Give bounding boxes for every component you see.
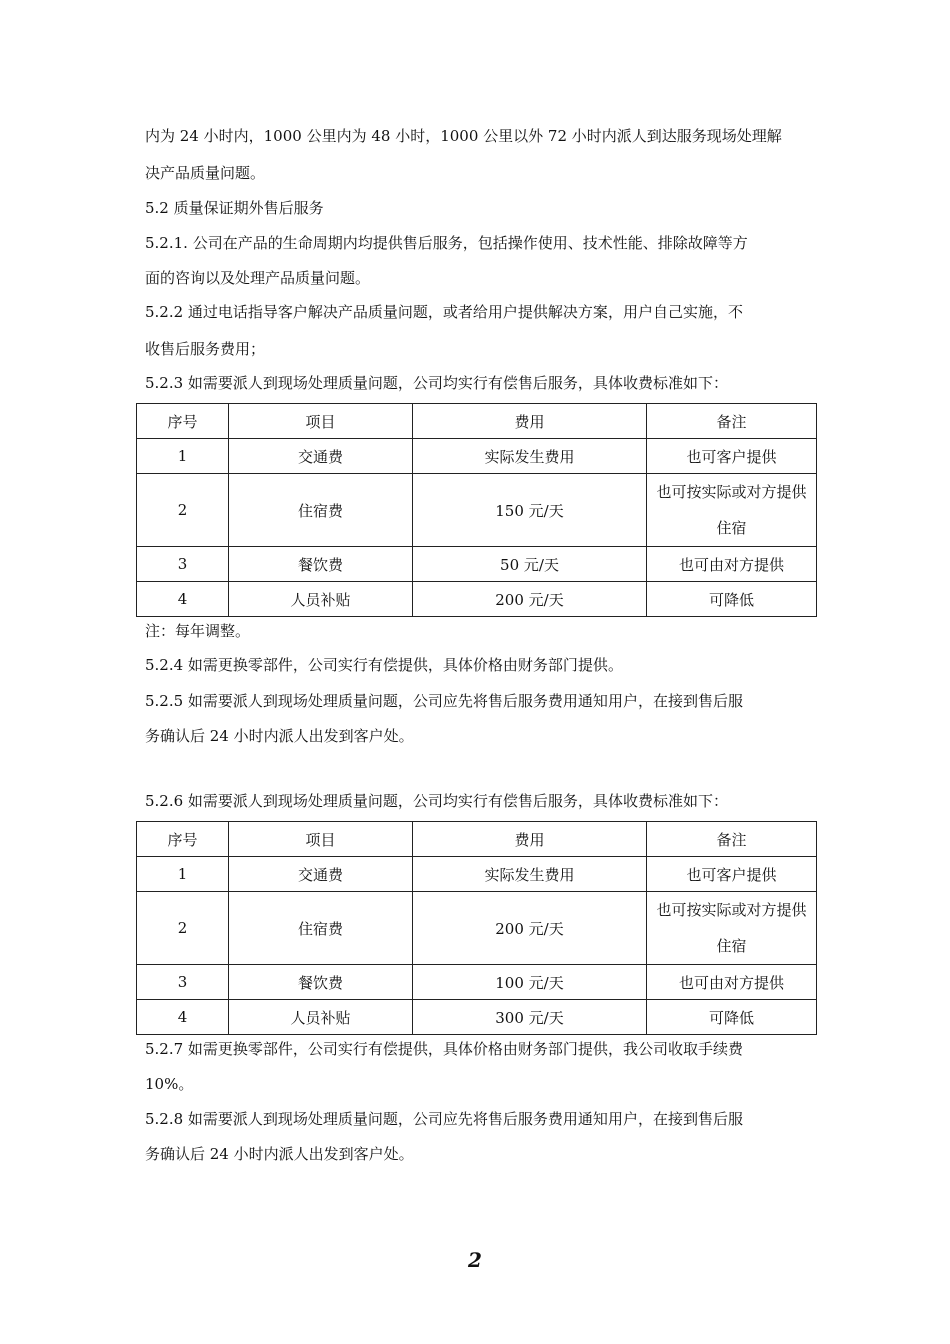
text-line: 务确认后 24 小时内派人出发到客户处。 bbox=[145, 1145, 414, 1163]
table-row bbox=[137, 1000, 817, 1035]
text-line: 5.2.3 如需要派人到现场处理质量问题，公司均实行有偿售后服务，具体收费标准如下： bbox=[145, 374, 728, 392]
table-cell: 100 元/天 bbox=[413, 965, 647, 1000]
table-cell: 4 bbox=[137, 1000, 229, 1035]
text-line: 10%。 bbox=[145, 1075, 194, 1093]
text-line: 5.2.1. 公司在产品的生命周期内均提供售后服务，包括操作使用、技术性能、排除故障等方 bbox=[145, 234, 748, 252]
table-cell: 4 bbox=[137, 582, 229, 617]
table-row bbox=[137, 474, 817, 547]
table-cell: 50 元/天 bbox=[413, 547, 647, 582]
header-cell: 费用 bbox=[413, 404, 647, 439]
text-line: 5.2.7 如需更换零部件，公司实行有偿提供，具体价格由财务部门提供，我公司收取手续费 bbox=[145, 1040, 743, 1058]
table-cell: 1 bbox=[137, 857, 229, 892]
table-cell: 住宿费 bbox=[229, 474, 413, 547]
text-line: 决产品质量问题。 bbox=[145, 164, 266, 182]
table-cell: 人员补贴 bbox=[229, 1000, 413, 1035]
section-heading: 5.2 质量保证期外售后服务 bbox=[145, 199, 324, 217]
table-cell: 2 bbox=[137, 892, 229, 965]
table-cell: 可降低 bbox=[647, 1000, 817, 1035]
page-number: 2 bbox=[468, 1248, 482, 1272]
text-line: 收售后服务费用； bbox=[145, 340, 266, 358]
table-cell: 交通费 bbox=[229, 857, 413, 892]
table-cell: 实际发生费用 bbox=[413, 439, 647, 474]
table-cell: 餐饮费 bbox=[229, 547, 413, 582]
text-line: 5.2.5 如需要派人到现场处理质量问题，公司应先将售后服务费用通知用户，在接到售后服 bbox=[145, 692, 743, 710]
table-cell: 餐饮费 bbox=[229, 965, 413, 1000]
text-line: 5.2.2 通过电话指导客户解决产品质量问题，或者给用户提供解决方案，用户自己实施，不 bbox=[145, 303, 743, 321]
fee-table-1 bbox=[136, 403, 817, 617]
table-cell: 300 元/天 bbox=[413, 1000, 647, 1035]
table-cell: 也可按实际或对方提供住宿 bbox=[647, 892, 817, 965]
table-cell: 3 bbox=[137, 965, 229, 1000]
table-row bbox=[137, 965, 817, 1000]
header-cell: 备注 bbox=[647, 822, 817, 857]
header-cell: 费用 bbox=[413, 822, 647, 857]
header-cell: 备注 bbox=[647, 404, 817, 439]
table-cell: 1 bbox=[137, 439, 229, 474]
table-header-row bbox=[137, 822, 817, 857]
header-cell: 序号 bbox=[137, 822, 229, 857]
table-cell: 也可客户提供 bbox=[647, 857, 817, 892]
table-cell: 可降低 bbox=[647, 582, 817, 617]
fee-table-2 bbox=[136, 821, 817, 1035]
table-header-row bbox=[137, 404, 817, 439]
table-cell: 实际发生费用 bbox=[413, 857, 647, 892]
table-row bbox=[137, 547, 817, 582]
header-cell: 项目 bbox=[229, 822, 413, 857]
text-line: 务确认后 24 小时内派人出发到客户处。 bbox=[145, 727, 414, 745]
table-cell: 3 bbox=[137, 547, 229, 582]
table-cell: 也可按实际或对方提供住宿 bbox=[647, 474, 817, 547]
table-row bbox=[137, 857, 817, 892]
header-cell: 序号 bbox=[137, 404, 229, 439]
table-cell: 200 元/天 bbox=[413, 582, 647, 617]
text-line: 5.2.6 如需要派人到现场处理质量问题，公司均实行有偿售后服务，具体收费标准如下： bbox=[145, 792, 728, 810]
table-cell: 也可由对方提供 bbox=[647, 547, 817, 582]
text-line: 5.2.8 如需要派人到现场处理质量问题，公司应先将售后服务费用通知用户，在接到售后服 bbox=[145, 1110, 743, 1128]
table-cell: 也可客户提供 bbox=[647, 439, 817, 474]
table-cell: 人员补贴 bbox=[229, 582, 413, 617]
table-cell: 150 元/天 bbox=[413, 474, 647, 547]
note-line: 注：每年调整。 bbox=[145, 622, 251, 640]
text-line: 5.2.4 如需更换零部件，公司实行有偿提供，具体价格由财务部门提供。 bbox=[145, 656, 623, 674]
text-line: 面的咨询以及处理产品质量问题。 bbox=[145, 269, 371, 287]
header-cell: 项目 bbox=[229, 404, 413, 439]
table-row bbox=[137, 582, 817, 617]
table-cell: 也可由对方提供 bbox=[647, 965, 817, 1000]
table-cell: 住宿费 bbox=[229, 892, 413, 965]
table-cell: 200 元/天 bbox=[413, 892, 647, 965]
table-cell: 交通费 bbox=[229, 439, 413, 474]
table-row bbox=[137, 892, 817, 965]
table-cell: 2 bbox=[137, 474, 229, 547]
table-row bbox=[137, 439, 817, 474]
text-line: 内为 24 小时内，1000 公里内为 48 小时，1000 公里以外 72 小时内派人到达服务现场处理解 bbox=[145, 127, 782, 145]
